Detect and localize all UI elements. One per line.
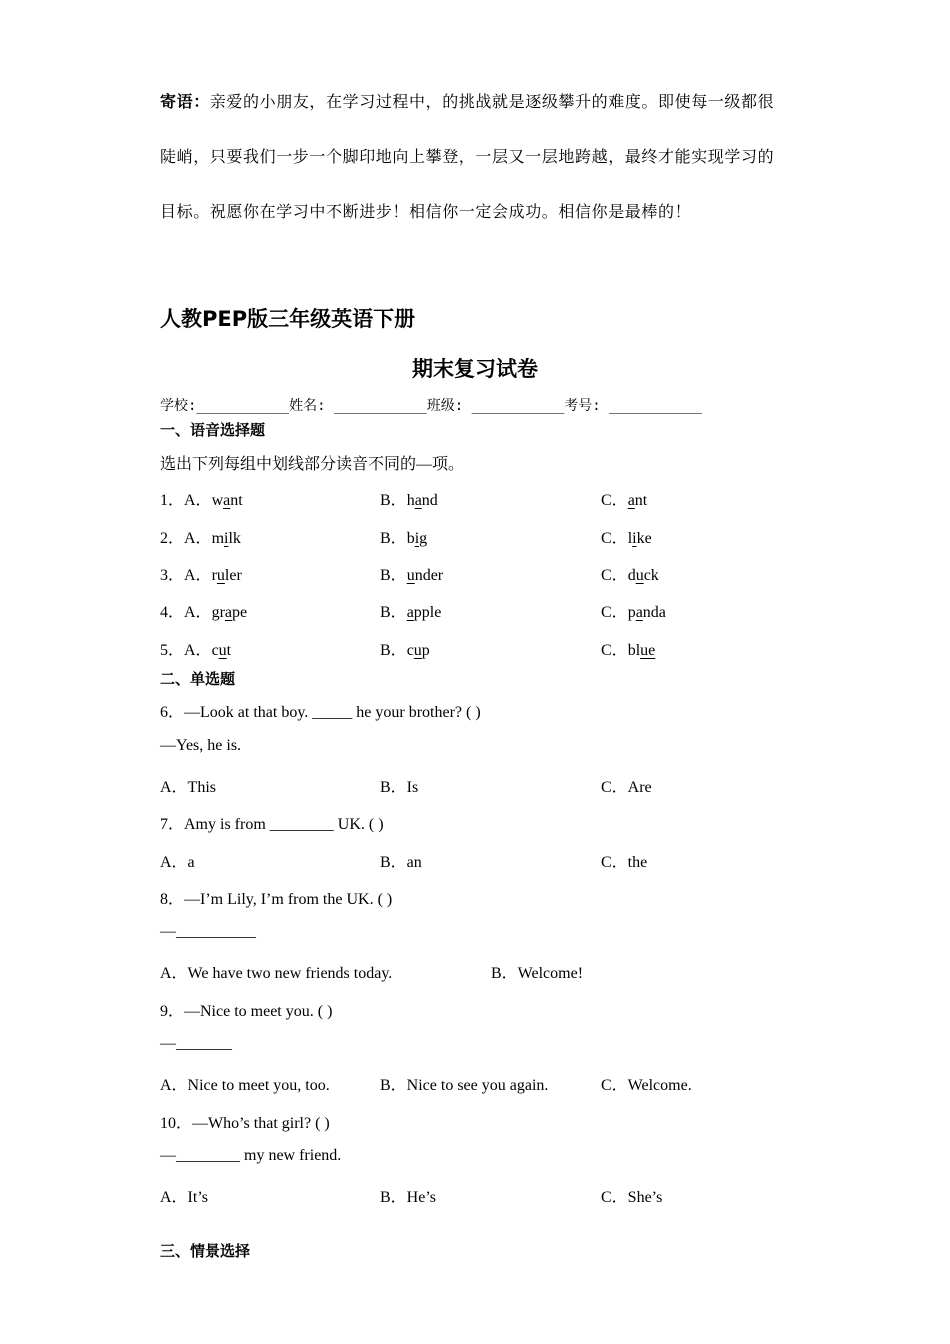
underlined-letters: i: [224, 530, 229, 547]
word-suffix: nd: [421, 492, 438, 509]
section-3-heading: 三、情景选择: [160, 1242, 251, 1260]
underlined-letters: ue: [640, 642, 656, 659]
option-label: 1．A．: [160, 492, 212, 509]
document-title: 人教PEP版三年级英语下册: [160, 307, 416, 331]
q8-stem: 8．—I’m Lily, I’m from the UK. ( ): [160, 891, 393, 908]
q4-option-a: [160, 599, 247, 622]
option-label: C．: [601, 530, 628, 547]
q2-option-b: [380, 525, 427, 548]
q6-option-b: B．Is: [380, 779, 419, 796]
q9-stem: 9．—Nice to meet you. ( ): [160, 1003, 333, 1020]
option-label: 5．A．: [160, 642, 212, 659]
word-prefix: m: [211, 530, 225, 547]
section-1-heading: 一、语音选择题: [160, 421, 266, 439]
q6-reply: —Yes, he is.: [160, 737, 242, 754]
q4-option-b: [380, 599, 441, 622]
underlined-letters: a: [635, 604, 643, 621]
underlined-letters: u: [216, 567, 225, 584]
word-prefix: p: [627, 604, 636, 621]
section-2-heading: 二、单选题: [160, 670, 236, 688]
option-label: C．: [601, 604, 628, 621]
word-suffix: nder: [414, 567, 444, 584]
word-suffix: p: [421, 642, 430, 659]
q6-option-c: C．Are: [601, 779, 652, 796]
message-line-3: 目标。祝愿你在学习中不断进步！相信你一定会成功。相信你是最棒的！: [160, 204, 692, 221]
underlined-letters: u: [413, 642, 422, 659]
word-suffix: lk: [228, 530, 241, 547]
word-suffix: ke: [636, 530, 652, 547]
q4-option-c: [601, 599, 666, 622]
underlined-letters: a: [224, 604, 232, 621]
message-text-1: 亲爱的小朋友，在学习过程中，的挑战就是逐级攀升的难度。即使每一级都很: [209, 94, 775, 111]
message-label: 寄语：: [160, 92, 210, 111]
word-suffix: t: [226, 642, 232, 659]
word-prefix: d: [627, 567, 636, 584]
q9-option-b: B．Nice to see you again.: [380, 1077, 549, 1094]
q6-stem: 6．—Look at that boy. _____ he your brother? ( ): [160, 704, 481, 721]
q8-reply: —__________: [160, 923, 256, 940]
option-label: 4．A．: [160, 604, 212, 621]
q7-option-b: B．an: [380, 854, 422, 871]
q2-option-a: [160, 525, 241, 548]
word-prefix: gr: [211, 604, 225, 621]
q5-option-b: [380, 637, 430, 660]
q7-stem: 7．Amy is from ________ UK. ( ): [160, 816, 384, 833]
word-prefix: h: [406, 492, 415, 509]
option-label: B．: [380, 642, 407, 659]
word-prefix: r: [211, 567, 217, 584]
section-1-instruction: 选出下列每组中划线部分读音不同的—项。: [160, 456, 465, 473]
message-line-2: 陡峭，只要我们一步一个脚印地向上攀登，一层又一层地跨越，最终才能实现学习的: [160, 149, 775, 166]
word-suffix: nt: [634, 492, 648, 509]
word-suffix: nt: [230, 492, 243, 509]
underlined-letters: u: [406, 567, 415, 584]
option-label: B．: [380, 530, 407, 547]
word-prefix: c: [211, 642, 219, 659]
option-label: B．: [380, 567, 407, 584]
underlined-letters: i: [632, 530, 637, 547]
q9-option-a: A．Nice to meet you, too.: [160, 1077, 330, 1094]
q9-option-c: C．Welcome.: [601, 1077, 692, 1094]
underlined-letters: a: [223, 492, 231, 509]
word-prefix: c: [406, 642, 414, 659]
option-label: C．: [601, 567, 628, 584]
q5-option-c: [601, 637, 655, 660]
q10-reply: —________ my new friend.: [160, 1147, 342, 1164]
q9-reply: —_______: [160, 1035, 232, 1052]
word-prefix: b: [406, 530, 415, 547]
word-prefix: w: [211, 492, 224, 509]
q7-option-a: A．a: [160, 854, 195, 871]
q10-option-c: C．She’s: [601, 1189, 663, 1206]
message-line-1: [160, 89, 774, 112]
exam-subtitle: 期末复习试卷: [412, 357, 538, 381]
option-label: B．: [380, 604, 407, 621]
word-suffix: nda: [642, 604, 666, 621]
word-suffix: pe: [232, 604, 248, 621]
q5-option-a: [160, 637, 231, 660]
word-suffix: ck: [643, 567, 659, 584]
underlined-letters: a: [406, 604, 414, 621]
option-label: C．: [601, 642, 628, 659]
q10-option-a: A．It’s: [160, 1189, 209, 1206]
q1-option-a: [160, 487, 243, 510]
underlined-letters: i: [414, 530, 420, 547]
option-label: 3．A．: [160, 567, 212, 584]
word-prefix: l: [627, 530, 633, 547]
q8-option-b: B．Welcome!: [491, 965, 584, 982]
word-prefix: bl: [627, 642, 641, 659]
q3-option-a: [160, 562, 242, 585]
q1-option-b: [380, 487, 438, 510]
underlined-letters: a: [414, 492, 422, 509]
underlined-letters: u: [635, 567, 644, 584]
word-suffix: pple: [413, 604, 442, 621]
word-suffix: ler: [224, 567, 242, 584]
option-label: B．: [380, 492, 407, 509]
q3-option-b: [380, 562, 443, 585]
q7-option-c: C．the: [601, 854, 648, 871]
q6-option-a: A．This: [160, 779, 217, 796]
q3-option-c: [601, 562, 659, 585]
q1-option-c: [601, 487, 647, 510]
underlined-letters: a: [627, 492, 635, 509]
q10-stem: 10．—Who’s that girl? ( ): [160, 1115, 330, 1132]
word-suffix: g: [419, 530, 428, 547]
option-label: 2．A．: [160, 530, 212, 547]
underlined-letters: u: [218, 642, 227, 659]
option-label: C．: [601, 492, 628, 509]
q10-option-b: B．He’s: [380, 1189, 437, 1206]
q8-option-a: A．We have two new friends today.: [160, 965, 393, 982]
q2-option-c: [601, 525, 652, 548]
student-info-line: 学校:___________姓名: ___________班级: ___________考号: ___________: [160, 398, 702, 414]
